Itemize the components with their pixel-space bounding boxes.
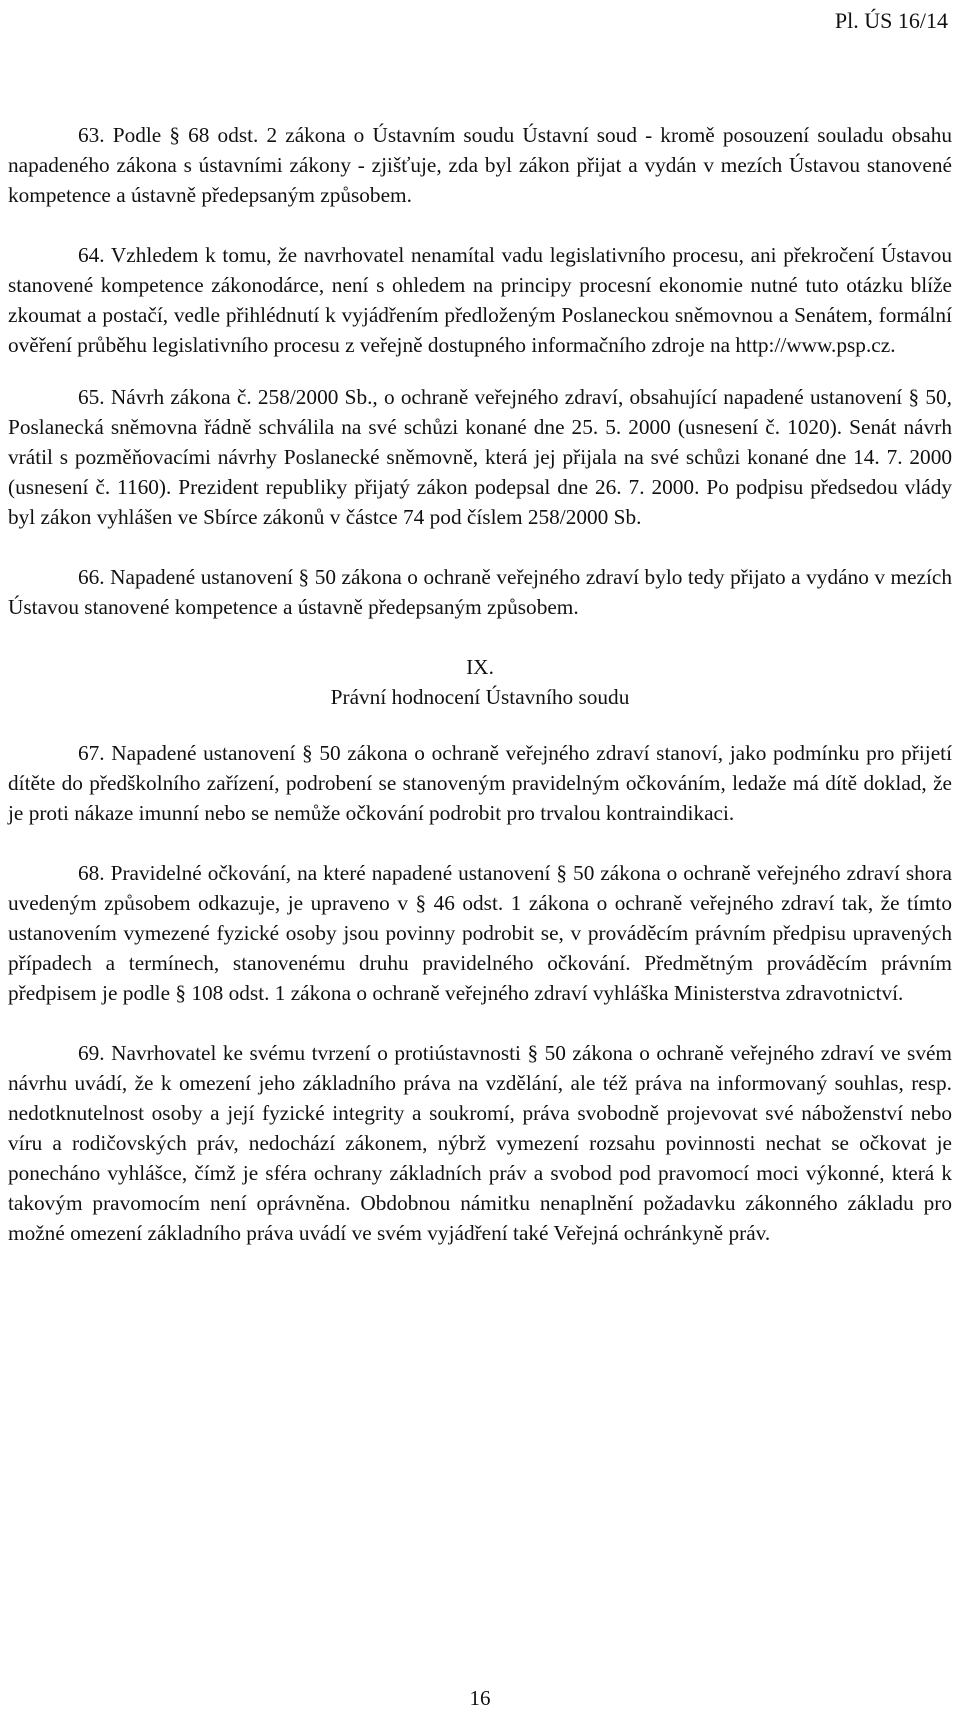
section-number: IX.	[466, 655, 494, 679]
paragraph-65: 65. Návrh zákona č. 258/2000 Sb., o ochraně veřejného zdraví, obsahující napadené ustanovení § 50, Poslanecká sněmovna řádně schválila na své schůzi konané dne 25. 5. 2000 (usnesení č. 1020). Senát návrh vrátil s pozměňovacími návrhy Poslanecké sněmovně, která jej přijala na své schůzi konané dne 14. 7. 2000 (usnesení č. 1160). Prezident republiky přijatý zákon podepsal dne 26. 7. 2000. Po podpisu předsedou vlády byl zákon vyhlášen ve Sbírce zákonů v částce 74 pod číslem 258/2000 Sb.	[8, 385, 952, 529]
page-number: 16	[469, 1686, 491, 1710]
paragraph-66: 66. Napadené ustanovení § 50 zákona o ochraně veřejného zdraví bylo tedy přijato a vydáno v mezích Ústavou stanovené kompetence a ústavně předepsaným způsobem.	[8, 565, 952, 619]
paragraph-69: 69. Navrhovatel ke svému tvrzení o protiústavnosti § 50 zákona o ochraně veřejného zdraví ve svém návrhu uvádí, že k omezení jeho základního práva na vzdělání, ale též práva na informovaný souhlas, resp. nedotknutelnost osoby a její fyzické integrity a soukromí, práva svobodně projevovat své náboženství nebo víru a rodičovských práv, nedochází zákonem, nýbrž vymezení rozsahu povinnosti nechat se očkovat je ponecháno vyhlášce, čímž je sféra ochrany základních práv a svobod pod pravomocí moci výkonné, která k takovým pravomocím není oprávněna. Obdobnou námitku nenaplnění požadavku zákonného základu pro možné omezení základního práva uvádí ve svém vyjádření také Veřejná ochránkyně práv.	[8, 1041, 952, 1245]
case-reference: Pl. ÚS 16/14	[834, 8, 948, 33]
section-heading	[8, 652, 952, 712]
section-title: Právní hodnocení Ústavního soudu	[330, 685, 630, 709]
paragraph-63: 63. Podle § 68 odst. 2 zákona o Ústavním soudu Ústavní soud - kromě posouzení souladu obsahu napadeného zákona s ústavními zákony - zjišťuje, zda byl zákon přijat a vydán v mezích Ústavou stanovené kompetence a ústavně předepsaným způsobem.	[8, 123, 952, 207]
paragraph-68: 68. Pravidelné očkování, na které napadené ustanovení § 50 zákona o ochraně veřejného zdraví shora uvedeným způsobem odkazuje, je upraveno v § 46 odst. 1 zákona o ochraně veřejného zdraví tak, že tímto ustanovením vymezené fyzické osoby jsou povinny podrobit se, v prováděcím právním předpisu upravených případech a termínech, stanovenému druhu pravidelného očkování. Předmětným prováděcím právním předpisem je podle § 108 odst. 1 zákona o ochraně veřejného zdraví vyhláška Ministerstva zdravotnictví.	[8, 861, 952, 1005]
paragraph-64: 64. Vzhledem k tomu, že navrhovatel nenamítal vadu legislativního procesu, ani překročení Ústavou stanovené kompetence zákonodárce, není s ohledem na principy procesní ekonomie nutné tuto otázku blíže zkoumat a postačí, vedle přihlédnutí k vyjádřením předloženým Poslaneckou sněmovnou a Senátem, formální ověření průběhu legislativního procesu z veřejně dostupného informačního zdroje na http://www.psp.cz.	[8, 243, 952, 357]
document-body	[8, 120, 952, 1248]
paragraph-67: 67. Napadené ustanovení § 50 zákona o ochraně veřejného zdraví stanoví, jako podmínku pro přijetí dítěte do předškolního zařízení, podrobení se stanoveným pravidelným očkováním, ledaže má dítě doklad, že je proti nákaze imunní nebo se nemůže očkování podrobit pro trvalou kontraindikaci.	[8, 741, 952, 825]
